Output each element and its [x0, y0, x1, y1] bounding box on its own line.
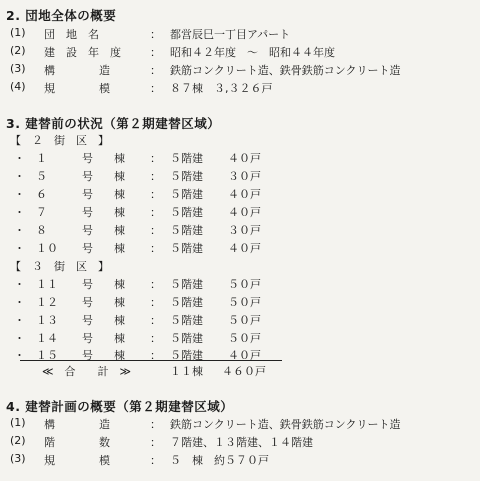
bullet: ・ — [14, 314, 25, 327]
gou-label: 号 — [82, 332, 93, 345]
gou-label: 号 — [82, 170, 93, 183]
building-number: １０ — [36, 242, 58, 255]
gou-label: 号 — [82, 206, 93, 219]
building-row — [0, 186, 480, 204]
row-number: (2) — [10, 434, 26, 447]
row-colon: ： — [150, 436, 161, 449]
row-number: (4) — [10, 80, 26, 93]
building-row — [0, 204, 480, 222]
section4-row — [0, 452, 480, 470]
bullet: ・ — [14, 242, 25, 255]
building-number: １３ — [36, 314, 58, 327]
units: ５０戸 — [228, 332, 261, 345]
bullet: ・ — [14, 278, 25, 291]
total-label: ≪ 合 計 ≫ — [42, 365, 132, 378]
units: ３０戸 — [228, 170, 261, 183]
section4-row — [0, 416, 480, 434]
row-colon: ： — [150, 332, 161, 345]
units: ３０戸 — [228, 224, 261, 237]
row-colon: ： — [150, 64, 161, 77]
floors: ５階建 — [170, 206, 203, 219]
total-row — [0, 363, 480, 381]
gou-label: 号 — [82, 278, 93, 291]
row-colon: ： — [150, 170, 161, 183]
section2-row — [0, 44, 480, 62]
tou-label: 棟 — [114, 242, 125, 255]
group-heading: 【 ３ 街 区 】 — [10, 260, 109, 273]
row-colon: ： — [150, 224, 161, 237]
gou-label: 号 — [82, 314, 93, 327]
tou-label: 棟 — [114, 206, 125, 219]
row-colon: ： — [150, 349, 161, 362]
row-colon: ： — [150, 152, 161, 165]
units: ４０戸 — [228, 152, 261, 165]
row-colon: ： — [150, 278, 161, 291]
total-units: ４６０戸 — [222, 365, 266, 378]
row-value: ７階建、１３階建、１４階建 — [170, 436, 313, 449]
row-colon: ： — [150, 454, 161, 467]
section2-row — [0, 26, 480, 44]
row-label: 階 数 — [44, 436, 110, 449]
bullet: ・ — [14, 206, 25, 219]
row-label: 規 模 — [44, 82, 110, 95]
floors: ５階建 — [170, 224, 203, 237]
row-value: 昭和４２年度 ～ 昭和４４年度 — [170, 46, 335, 59]
row-colon: ： — [150, 188, 161, 201]
tou-label: 棟 — [114, 152, 125, 165]
tou-label: 棟 — [114, 332, 125, 345]
building-number: １ — [36, 152, 47, 165]
bullet: ・ — [14, 188, 25, 201]
building-row — [0, 240, 480, 258]
bullet: ・ — [14, 152, 25, 165]
row-number: (1) — [10, 416, 26, 429]
row-value: 鉄筋コンクリート造、鉄骨鉄筋コンクリート造 — [170, 64, 401, 77]
floors: ５階建 — [170, 152, 203, 165]
building-number: ５ — [36, 170, 47, 183]
row-value: ８７棟 ３,３２６戸 — [170, 82, 273, 95]
floors: ５階建 — [170, 349, 203, 362]
bullet: ・ — [14, 296, 25, 309]
bullet: ・ — [14, 349, 25, 362]
section2-row — [0, 62, 480, 80]
tou-label: 棟 — [114, 296, 125, 309]
building-number: ６ — [36, 188, 47, 201]
gou-label: 号 — [82, 349, 93, 362]
building-number: ８ — [36, 224, 47, 237]
units: ５０戸 — [228, 278, 261, 291]
total-divider — [20, 360, 282, 361]
gou-label: 号 — [82, 242, 93, 255]
gou-label: 号 — [82, 152, 93, 165]
row-number: (3) — [10, 452, 26, 465]
section4-title: 4. 建替計画の概要（第２期建替区域） — [6, 399, 234, 414]
tou-label: 棟 — [114, 224, 125, 237]
row-number: (1) — [10, 26, 26, 39]
row-colon: ： — [150, 46, 161, 59]
units: ４０戸 — [228, 349, 261, 362]
building-number: １４ — [36, 332, 58, 345]
tou-label: 棟 — [114, 188, 125, 201]
building-row — [0, 150, 480, 168]
building-row — [0, 222, 480, 240]
gou-label: 号 — [82, 224, 93, 237]
total-buildings: １１棟 — [170, 365, 203, 378]
floors: ５階建 — [170, 170, 203, 183]
units: ４０戸 — [228, 206, 261, 219]
units: ５０戸 — [228, 296, 261, 309]
tou-label: 棟 — [114, 349, 125, 362]
units: ４０戸 — [228, 242, 261, 255]
units: ４０戸 — [228, 188, 261, 201]
section2-title: 2. 団地全体の概要 — [6, 8, 117, 23]
building-number: １２ — [36, 296, 58, 309]
tou-label: 棟 — [114, 314, 125, 327]
building-row — [0, 168, 480, 186]
row-colon: ： — [150, 418, 161, 431]
gou-label: 号 — [82, 188, 93, 201]
section3-title: 3. 建替前の状況（第２期建替区域） — [6, 116, 221, 131]
building-number: １１ — [36, 278, 58, 291]
building-row — [0, 276, 480, 294]
building-number: １５ — [36, 349, 58, 362]
floors: ５階建 — [170, 242, 203, 255]
floors: ５階建 — [170, 332, 203, 345]
row-label: 規 模 — [44, 454, 110, 467]
building-row — [0, 312, 480, 330]
row-value: 鉄筋コンクリート造、鉄骨鉄筋コンクリート造 — [170, 418, 401, 431]
building-row — [0, 330, 480, 348]
row-number: (2) — [10, 44, 26, 57]
bullet: ・ — [14, 224, 25, 237]
row-label: 構 造 — [44, 64, 110, 77]
bullet: ・ — [14, 332, 25, 345]
section2-row — [0, 80, 480, 98]
row-colon: ： — [150, 82, 161, 95]
row-value: 都営辰巳一丁目アパート — [170, 28, 291, 41]
floors: ５階建 — [170, 188, 203, 201]
building-row — [0, 294, 480, 312]
section4-row — [0, 434, 480, 452]
units: ５０戸 — [228, 314, 261, 327]
row-number: (3) — [10, 62, 26, 75]
building-number: ７ — [36, 206, 47, 219]
row-colon: ： — [150, 242, 161, 255]
floors: ５階建 — [170, 314, 203, 327]
row-colon: ： — [150, 296, 161, 309]
row-value: ５ 棟 約５７０戸 — [170, 454, 269, 467]
row-label: 建 設 年 度 — [44, 46, 121, 59]
row-label: 構 造 — [44, 418, 110, 431]
tou-label: 棟 — [114, 170, 125, 183]
floors: ５階建 — [170, 278, 203, 291]
row-colon: ： — [150, 28, 161, 41]
bullet: ・ — [14, 170, 25, 183]
row-label: 団 地 名 — [44, 28, 99, 41]
row-colon: ： — [150, 206, 161, 219]
gou-label: 号 — [82, 296, 93, 309]
group-heading: 【 ２ 街 区 】 — [10, 134, 109, 147]
tou-label: 棟 — [114, 278, 125, 291]
floors: ５階建 — [170, 296, 203, 309]
row-colon: ： — [150, 314, 161, 327]
